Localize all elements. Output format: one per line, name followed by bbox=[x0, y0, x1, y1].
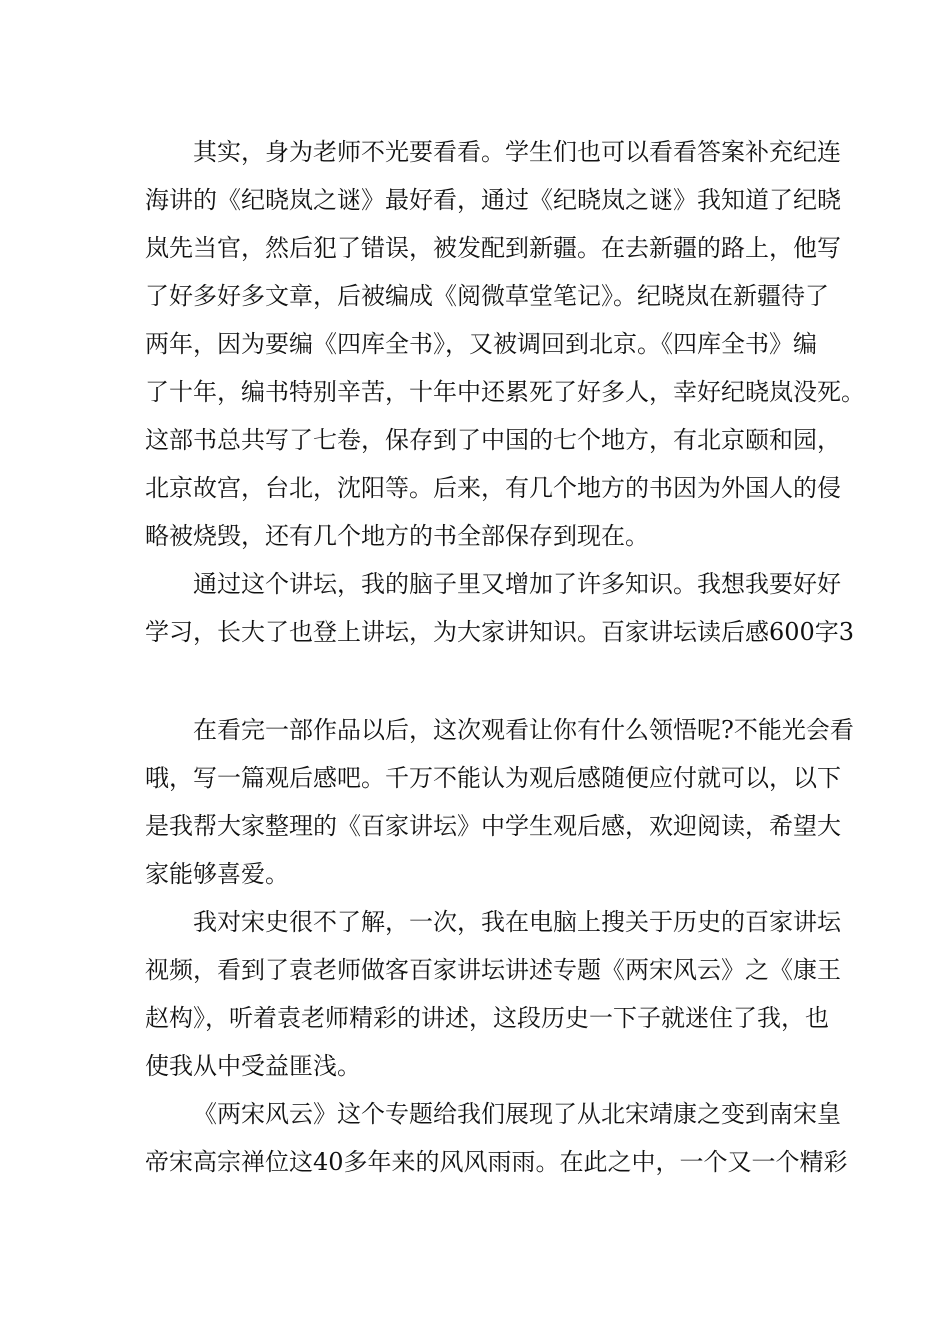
text-line: 了十年，编书特别辛苦，十年中还累死了好多人，幸好纪晓岚没死。 bbox=[145, 378, 865, 406]
text-line: 北京故宫，台北，沈阳等。后来，有几个地方的书因为外国人的侵 bbox=[145, 474, 841, 502]
text-line: 使我从中受益匪浅。 bbox=[145, 1052, 361, 1080]
text-line: 略被烧毁，还有几个地方的书全部保存到现在。 bbox=[145, 522, 649, 550]
text-line: 是我帮大家整理的《百家讲坛》中学生观后感，欢迎阅读，希望大 bbox=[145, 812, 841, 840]
text-line: 其实，身为老师不光要看看。学生们也可以看看答案补充纪连 bbox=[193, 138, 841, 166]
text-line: 这部书总共写了七卷，保存到了中国的七个地方，有北京颐和园， bbox=[145, 426, 841, 454]
text-line: 海讲的《纪晓岚之谜》最好看，通过《纪晓岚之谜》我知道了纪晓 bbox=[145, 186, 841, 214]
text-line: 赵构》，听着袁老师精彩的讲述，这段历史一下子就迷住了我，也 bbox=[145, 1004, 829, 1032]
text-line: 我对宋史很不了解，一次，我在电脑上搜关于历史的百家讲坛 bbox=[193, 908, 841, 936]
text-line: 视频，看到了袁老师做客百家讲坛讲述专题《两宋风云》之《康王 bbox=[145, 956, 841, 984]
text-line: 在看完一部作品以后，这次观看让你有什么领悟呢?不能光会看 bbox=[193, 716, 854, 744]
text-line: 通过这个讲坛，我的脑子里又增加了许多知识。我想我要好好 bbox=[193, 570, 841, 598]
text-line: 家能够喜爱。 bbox=[145, 860, 289, 888]
text-line: 《两宋风云》这个专题给我们展现了从北宋靖康之变到南宋皇 bbox=[193, 1100, 841, 1128]
text-line: 岚先当官，然后犯了错误，被发配到新疆。在去新疆的路上，他写 bbox=[145, 234, 841, 262]
text-line: 哦，写一篇观后感吧。千万不能认为观后感随便应付就可以，以下 bbox=[145, 764, 841, 792]
text-line: 学习，长大了也登上讲坛，为大家讲知识。百家讲坛读后感600字3 bbox=[145, 618, 855, 646]
text-line: 帝宋高宗禅位这40多年来的风风雨雨。在此之中，一个又一个精彩 bbox=[145, 1148, 848, 1176]
text-line: 了好多好多文章，后被编成《阅微草堂笔记》。纪晓岚在新疆待了 bbox=[145, 282, 829, 310]
text-line: 两年，因为要编《四库全书》，又被调回到北京。《四库全书》编 bbox=[145, 330, 817, 358]
